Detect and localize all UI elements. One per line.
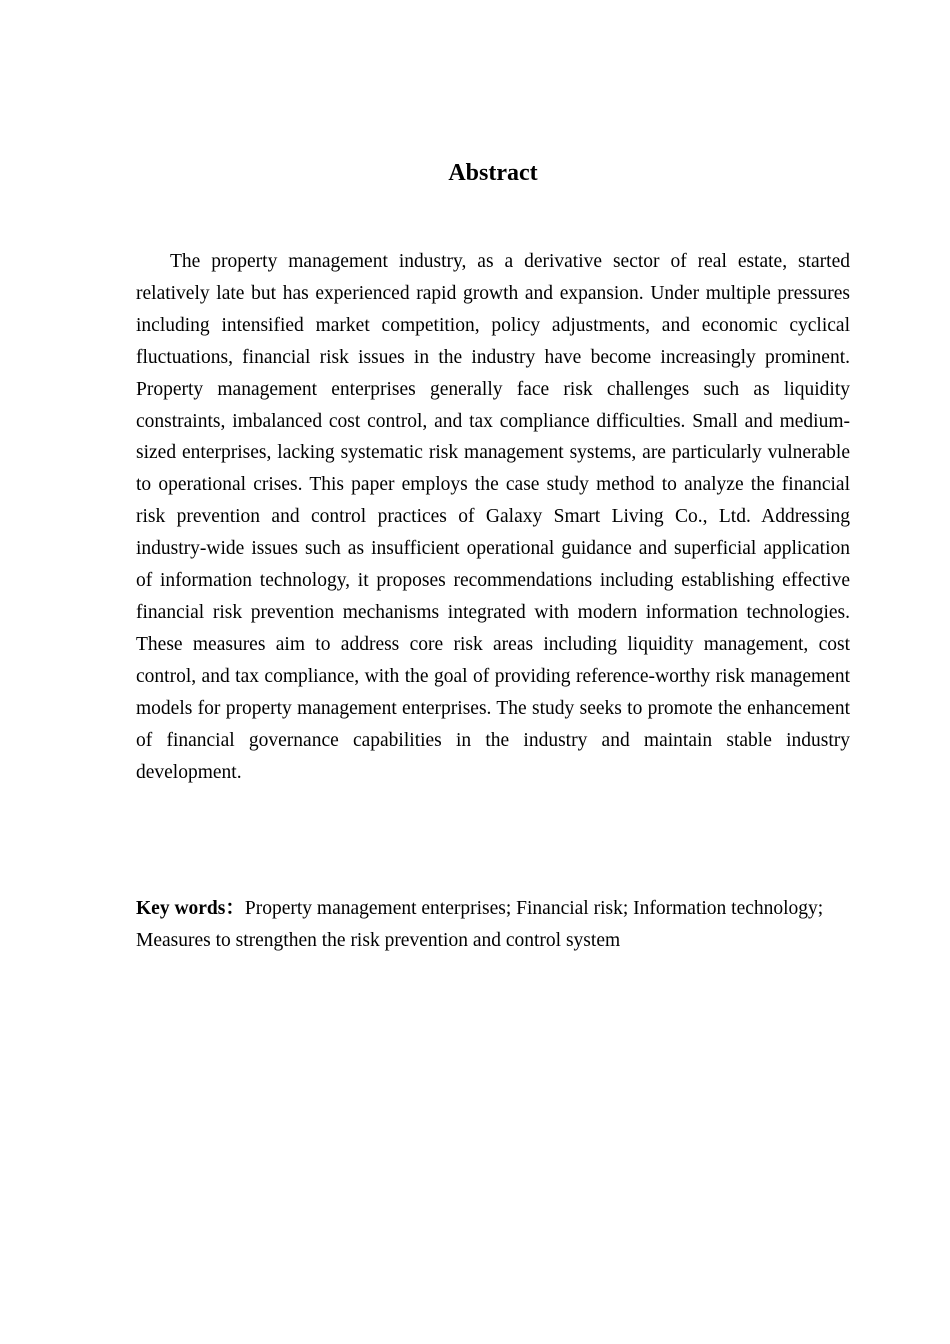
- keywords-text: Property management enterprises; Financial risk; Information technology; Measures to strengthen the risk prevention and control system: [136, 898, 824, 951]
- abstract-body: The property management industry, as a derivative sector of real estate, started relatively late but has experienced rapid growth and expansion. Under multiple pressures including intensified market competition, policy adjustments, and economic cyclical fluctuations, financial risk issues in the industry have become increasingly prominent. Property management enterprises generally face risk challenges such as liquidity constraints, imbalanced cost control, and tax compliance difficulties. Small and medium-sized enterprises, lacking systematic risk management systems, are particularly vulnerable to operational crises. This paper employs the case study method to analyze the financial risk prevention and control practices of Galaxy Smart Living Co., Ltd. Addressing industry-wide issues such as insufficient operational guidance and superficial application of information technology, it proposes recommendations including establishing effective financial risk prevention mechanisms integrated with modern information technologies. These measures aim to address core risk areas including liquidity management, cost control, and tax compliance, with the goal of providing reference-worthy risk management models for property management enterprises. The study seeks to promote the enhancement of financial governance capabilities in the industry and maintain stable industry development.: [136, 251, 850, 783]
- keywords-label: Key words：: [136, 898, 245, 919]
- abstract-title: Abstract: [448, 160, 538, 186]
- keywords-paragraph: [136, 893, 850, 957]
